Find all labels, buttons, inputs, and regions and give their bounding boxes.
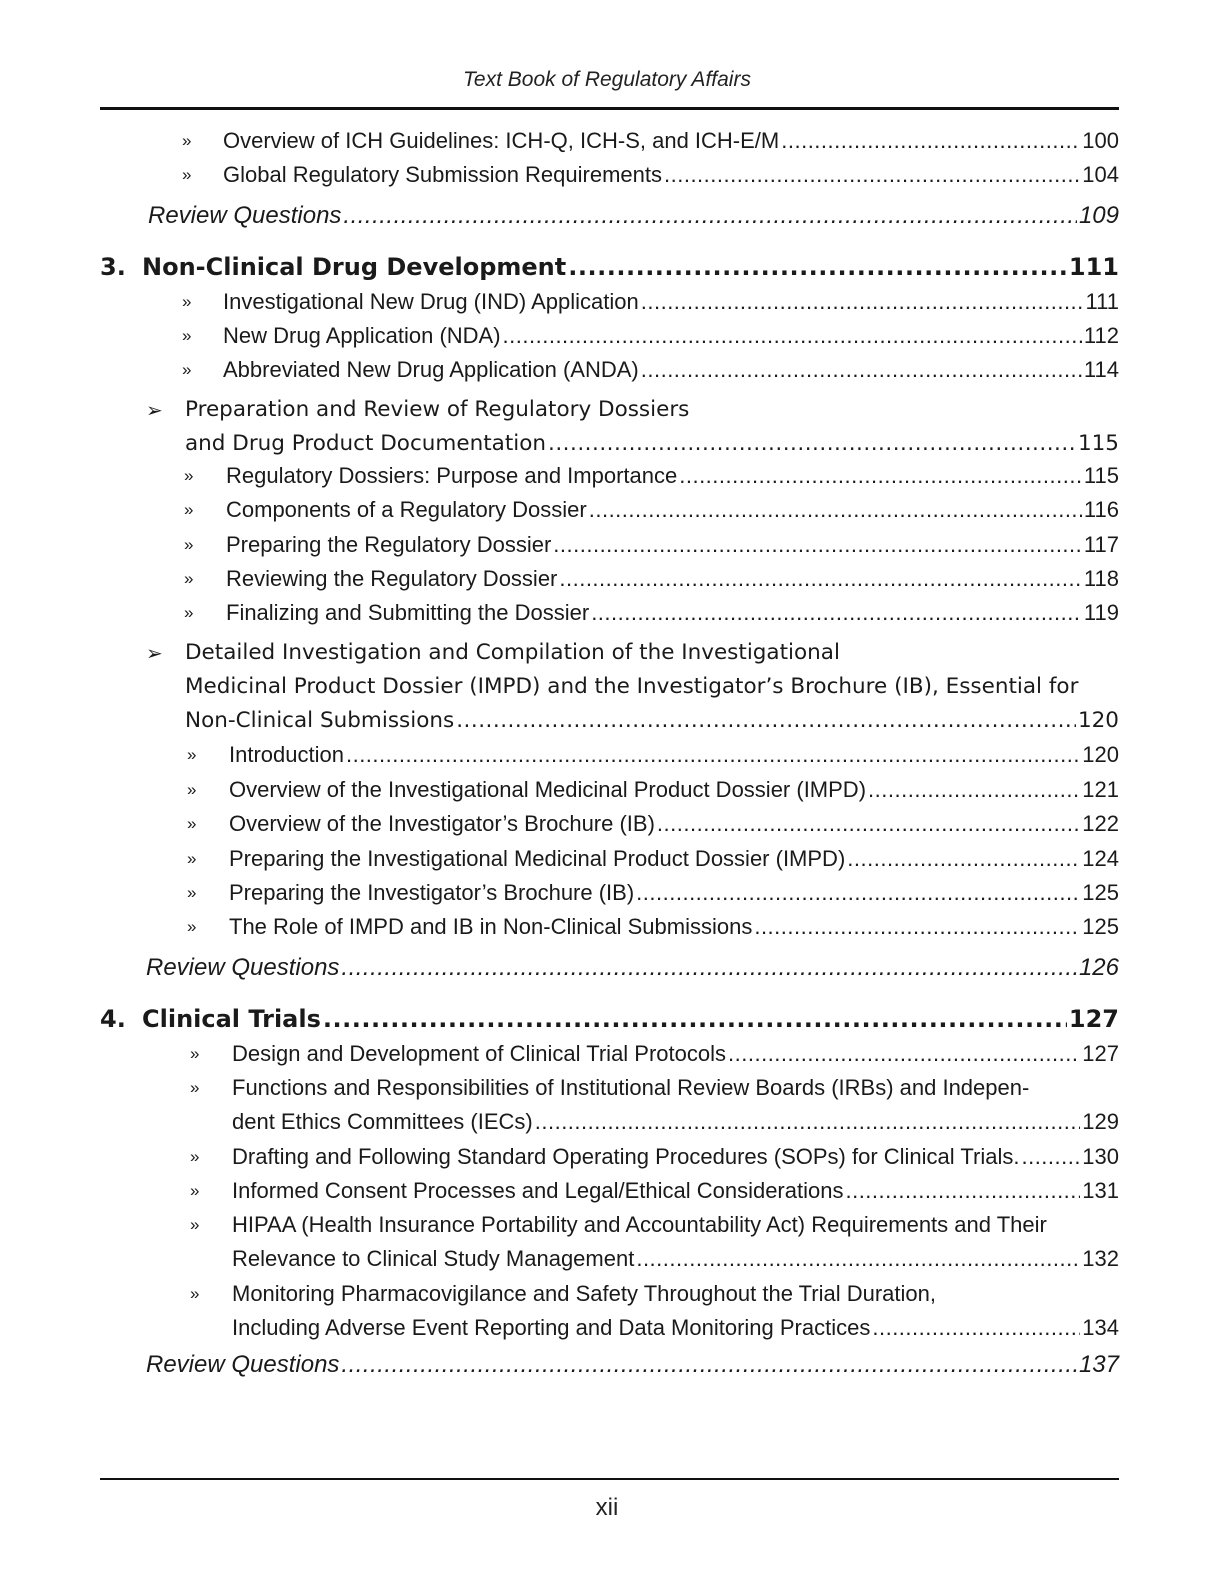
bullet-icon: » (184, 603, 194, 622)
toc-entry-sub[interactable] (187, 738, 1119, 772)
bullet-icon: » (190, 1284, 200, 1303)
dot-leader (346, 738, 1080, 772)
toc-entry-sub[interactable] (187, 773, 1119, 807)
toc-entry-sub[interactable] (184, 596, 1119, 630)
bullet-icon: » (190, 1181, 200, 1200)
toc-entry-sub[interactable] (187, 842, 1119, 876)
toc-entry-title: Clinical Trials (142, 1005, 321, 1033)
dot-leader (341, 951, 1077, 985)
toc-entry-sub[interactable] (184, 459, 1119, 493)
toc-entry-title: Introduction (229, 742, 344, 767)
bullet-icon: » (184, 466, 194, 485)
dot-leader (847, 842, 1080, 876)
bullet-icon: » (187, 780, 197, 799)
toc-entry-review[interactable] (146, 1348, 1119, 1382)
toc-entry-title: dent Ethics Committees (IECs) (232, 1109, 533, 1134)
toc-entry-sub[interactable] (184, 493, 1119, 527)
toc-entry-title: Abbreviated New Drug Application (ANDA) (223, 357, 639, 382)
toc-entry-title: Relevance to Clinical Study Management (232, 1246, 635, 1271)
dot-leader (548, 427, 1076, 461)
toc-entry-title: Global Regulatory Submission Requirements (223, 162, 662, 187)
toc-entry-title: Investigational New Drug (IND) Application (223, 289, 639, 314)
arrow-bullet-icon: ➢ (146, 641, 163, 665)
footer-rule (100, 1478, 1119, 1480)
toc-entry-chapter[interactable] (100, 250, 1119, 284)
toc-entry-page: 115 (1077, 431, 1119, 456)
running-header: Text Book of Regulatory Affairs (463, 68, 751, 91)
bullet-icon: » (187, 745, 197, 764)
toc-entry-title: Design and Development of Clinical Trial Protocols (232, 1041, 727, 1066)
toc-entry-page: 122 (1082, 811, 1119, 836)
dot-leader (664, 158, 1080, 192)
toc-entry-page: 132 (1082, 1246, 1119, 1271)
toc-entry-page: 129 (1082, 1109, 1119, 1134)
toc-entry-page: 119 (1083, 600, 1119, 625)
bullet-icon: » (187, 883, 197, 902)
dot-leader (636, 1242, 1080, 1276)
toc-entry-page: 114 (1083, 357, 1119, 382)
dot-leader (728, 1037, 1080, 1071)
toc-entry-page: 118 (1083, 566, 1119, 591)
dot-leader (503, 319, 1082, 353)
dot-leader (781, 124, 1080, 158)
toc-entry-page: 121 (1082, 777, 1119, 802)
toc-entry-text-line: Detailed Investigation and Compilation of the Investigational (185, 640, 840, 665)
toc-entry-title: Non-Clinical Drug Development (142, 253, 567, 281)
header-rule (100, 107, 1119, 110)
dot-leader (657, 807, 1080, 841)
bullet-icon: » (182, 326, 192, 345)
toc-entry-text-line: Preparation and Review of Regulatory Dossiers (185, 397, 690, 422)
toc-entry-title: Informed Consent Processes and Legal/Ethical Considerations (232, 1178, 844, 1203)
toc-entry-section[interactable] (146, 636, 1119, 738)
toc-entry-page: 112 (1083, 323, 1119, 348)
toc-entry-page: 124 (1082, 846, 1119, 871)
toc-entry-title: Components of a Regulatory Dossier (226, 497, 587, 522)
toc-entry-title: Overview of ICH Guidelines: ICH-Q, ICH-S, and ICH-E/M (223, 128, 780, 153)
toc-entry-title: Drafting and Following Standard Operating Procedures (SOPs) for Clinical Trials. (232, 1144, 1020, 1169)
bullet-icon: » (190, 1078, 200, 1097)
dot-leader (323, 1002, 1067, 1036)
bullet-icon: » (184, 569, 194, 588)
chapter-number: 4. (100, 1005, 126, 1033)
chapter-number: 3. (100, 253, 126, 281)
toc-entry-section[interactable] (146, 393, 1119, 461)
dot-leader (553, 528, 1082, 562)
dot-leader (641, 285, 1084, 319)
toc-entry-sub[interactable] (182, 353, 1119, 387)
toc-entry-text-line: Functions and Responsibilities of Institutional Review Boards (IRBs) and Indepen- (232, 1075, 1030, 1100)
dot-leader (1021, 1140, 1080, 1174)
toc-entry-title: Finalizing and Submitting the Dossier (226, 600, 590, 625)
bullet-icon: » (190, 1147, 200, 1166)
toc-entry-page: 125 (1082, 914, 1119, 939)
toc-entry-sub[interactable] (190, 1140, 1119, 1174)
toc-entry-sub[interactable] (184, 562, 1119, 596)
bullet-icon: » (182, 292, 192, 311)
toc-entry-page: 111 (1085, 289, 1119, 314)
toc-entry-sub[interactable] (190, 1071, 1119, 1139)
toc-entry-review[interactable] (146, 951, 1119, 985)
bullet-icon: » (182, 131, 192, 150)
toc-entry-sub[interactable] (187, 910, 1119, 944)
toc-entry-page: 111 (1068, 253, 1119, 281)
toc-entry-page: 109 (1078, 202, 1119, 229)
dot-leader (568, 250, 1067, 284)
toc-entry-page: 116 (1083, 497, 1119, 522)
toc-entry-page: 127 (1068, 1005, 1119, 1033)
toc-entry-title: Non-Clinical Submissions (185, 708, 455, 733)
toc-entry-page: 120 (1077, 708, 1119, 733)
bullet-icon: » (190, 1215, 200, 1234)
toc-entry-title: Overview of the Investigator’s Brochure (IB) (229, 811, 655, 836)
toc-entry-page: 130 (1082, 1144, 1119, 1169)
dot-leader (456, 704, 1076, 738)
toc-entry-title: Preparing the Investigator’s Brochure (IB) (229, 880, 635, 905)
toc-entry-sub[interactable] (190, 1208, 1119, 1276)
toc-entry-page: 126 (1078, 954, 1119, 981)
toc-entry-sub[interactable] (187, 876, 1119, 910)
toc-entry-page: 137 (1078, 1351, 1119, 1378)
toc-entry-sub[interactable] (182, 158, 1119, 192)
toc-entry-title: Review Questions (146, 1351, 340, 1378)
dot-leader (845, 1174, 1080, 1208)
toc-entry-title: Including Adverse Event Reporting and Data Monitoring Practices (232, 1315, 871, 1340)
dot-leader (636, 876, 1080, 910)
bullet-icon: » (187, 814, 197, 833)
toc-entry-page: 120 (1082, 742, 1119, 767)
toc-entry-page: 117 (1083, 532, 1119, 557)
toc-entry-page: 134 (1082, 1315, 1119, 1340)
toc-entry-text-line: Medicinal Product Dossier (IMPD) and the Investigator’s Brochure (IB), Essential for (185, 674, 1079, 699)
bullet-icon: » (184, 535, 194, 554)
bullet-icon: » (190, 1044, 200, 1063)
toc-entry-page: 104 (1082, 162, 1119, 187)
toc-entry-title: and Drug Product Documentation (185, 431, 546, 456)
arrow-bullet-icon: ➢ (146, 398, 163, 422)
toc-entry-title: New Drug Application (NDA) (223, 323, 501, 348)
toc-entry-title: Preparing the Investigational Medicinal Product Dossier (IMPD) (229, 846, 846, 871)
toc-entry-text-line: Monitoring Pharmacovigilance and Safety Throughout the Trial Duration, (232, 1281, 936, 1306)
toc-entry-page: 127 (1082, 1041, 1119, 1066)
dot-leader (641, 353, 1082, 387)
toc-entry-page: 100 (1082, 128, 1119, 153)
toc-entry-review[interactable] (148, 199, 1119, 233)
toc-entry-chapter[interactable] (100, 1002, 1119, 1036)
bullet-icon: » (187, 849, 197, 868)
toc-entry-sub[interactable] (182, 124, 1119, 158)
toc-entry-text-line: HIPAA (Health Insurance Portability and Accountability Act) Requirements and Their (232, 1212, 1047, 1237)
toc-entry-sub[interactable] (182, 285, 1119, 319)
bullet-icon: » (182, 165, 192, 184)
toc-entry-sub[interactable] (187, 807, 1119, 841)
bullet-icon: » (182, 360, 192, 379)
dot-leader (559, 562, 1082, 596)
toc-entry-sub[interactable] (190, 1174, 1119, 1208)
dot-leader (591, 596, 1082, 630)
dot-leader (535, 1105, 1081, 1139)
toc-entry-title: Preparing the Regulatory Dossier (226, 532, 552, 557)
bullet-icon: » (187, 917, 197, 936)
dot-leader (754, 910, 1080, 944)
dot-leader (872, 1311, 1080, 1345)
page-number: xii (595, 1494, 619, 1521)
dot-leader (868, 773, 1080, 807)
bullet-icon: » (184, 500, 194, 519)
toc-entry-sub[interactable] (190, 1037, 1119, 1071)
toc-entry-title: Review Questions (148, 202, 342, 229)
toc-entry-sub[interactable] (190, 1277, 1119, 1345)
toc-entry-title: The Role of IMPD and IB in Non-Clinical Submissions (229, 914, 753, 939)
toc-entry-sub[interactable] (182, 319, 1119, 353)
toc-entry-title: Overview of the Investigational Medicinal Product Dossier (IMPD) (229, 777, 867, 802)
toc-entry-page: 125 (1082, 880, 1119, 905)
dot-leader (343, 199, 1077, 233)
dot-leader (341, 1348, 1077, 1382)
toc-entry-sub[interactable] (184, 528, 1119, 562)
toc-entry-page: 115 (1083, 463, 1119, 488)
toc-entry-title: Reviewing the Regulatory Dossier (226, 566, 558, 591)
dot-leader (589, 493, 1082, 527)
toc-entry-page: 131 (1082, 1178, 1119, 1203)
toc-entry-title: Regulatory Dossiers: Purpose and Importance (226, 463, 678, 488)
toc-entry-title: Review Questions (146, 954, 340, 981)
dot-leader (679, 459, 1082, 493)
